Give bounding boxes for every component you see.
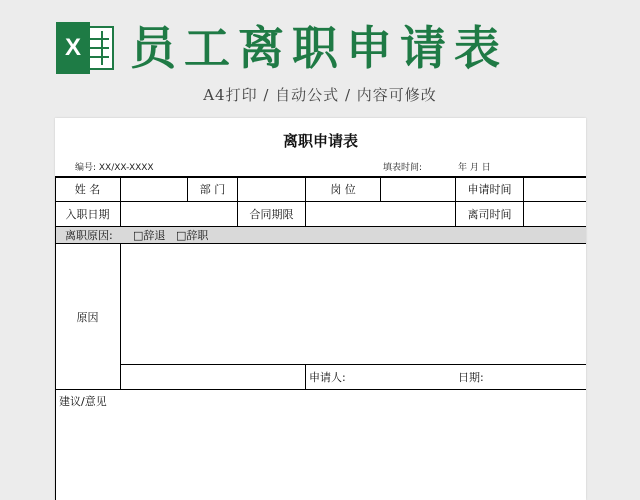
applicant-label: 申请人:: [309, 371, 346, 384]
contract-period-field[interactable]: [306, 202, 455, 226]
fill-date-units: 年 月 日: [458, 163, 491, 173]
apply-time-label: 申请时间: [467, 183, 512, 196]
fill-time-label: 填表时间:: [383, 163, 423, 173]
resign-checkbox[interactable]: □辞职: [176, 229, 209, 242]
position-label: 岗 位: [330, 183, 356, 196]
department-field[interactable]: [238, 177, 305, 201]
excel-badge: X: [56, 22, 90, 74]
serial-number: 编号: XX/XX-XXXX: [75, 163, 154, 173]
position-field[interactable]: [381, 177, 455, 201]
page-subtitle: A4打印 / 自动公式 / 内容可修改: [203, 86, 437, 104]
department-label: 部 门: [199, 183, 226, 196]
form-title: 离职申请表: [282, 132, 358, 150]
date-label: 日期:: [458, 371, 484, 384]
apply-time-field[interactable]: [524, 177, 586, 201]
reason-blank-cell: [121, 365, 305, 389]
reason-label: 原因: [76, 310, 99, 324]
leave-date-field[interactable]: [524, 202, 586, 226]
dismissal-checkbox[interactable]: □辞退: [133, 229, 166, 242]
hire-date-field[interactable]: [121, 202, 237, 226]
form-document: [55, 118, 586, 500]
reason-type-label: 离职原因:: [65, 229, 113, 242]
suggestion-label: 建议/意见: [59, 395, 107, 408]
contract-period-label: 合同期限: [249, 208, 294, 221]
name-label: 姓 名: [74, 183, 101, 196]
date-field[interactable]: [495, 365, 586, 389]
applicant-field[interactable]: [375, 365, 455, 389]
reason-textarea[interactable]: [121, 244, 586, 364]
leave-date-label: 离司时间: [467, 208, 512, 221]
name-field[interactable]: [121, 177, 187, 201]
excel-icon: [56, 22, 114, 74]
suggestion-textarea[interactable]: [57, 411, 586, 500]
hire-date-label: 入职日期: [65, 208, 110, 221]
page-title: 员工离职申请表: [130, 21, 508, 75]
